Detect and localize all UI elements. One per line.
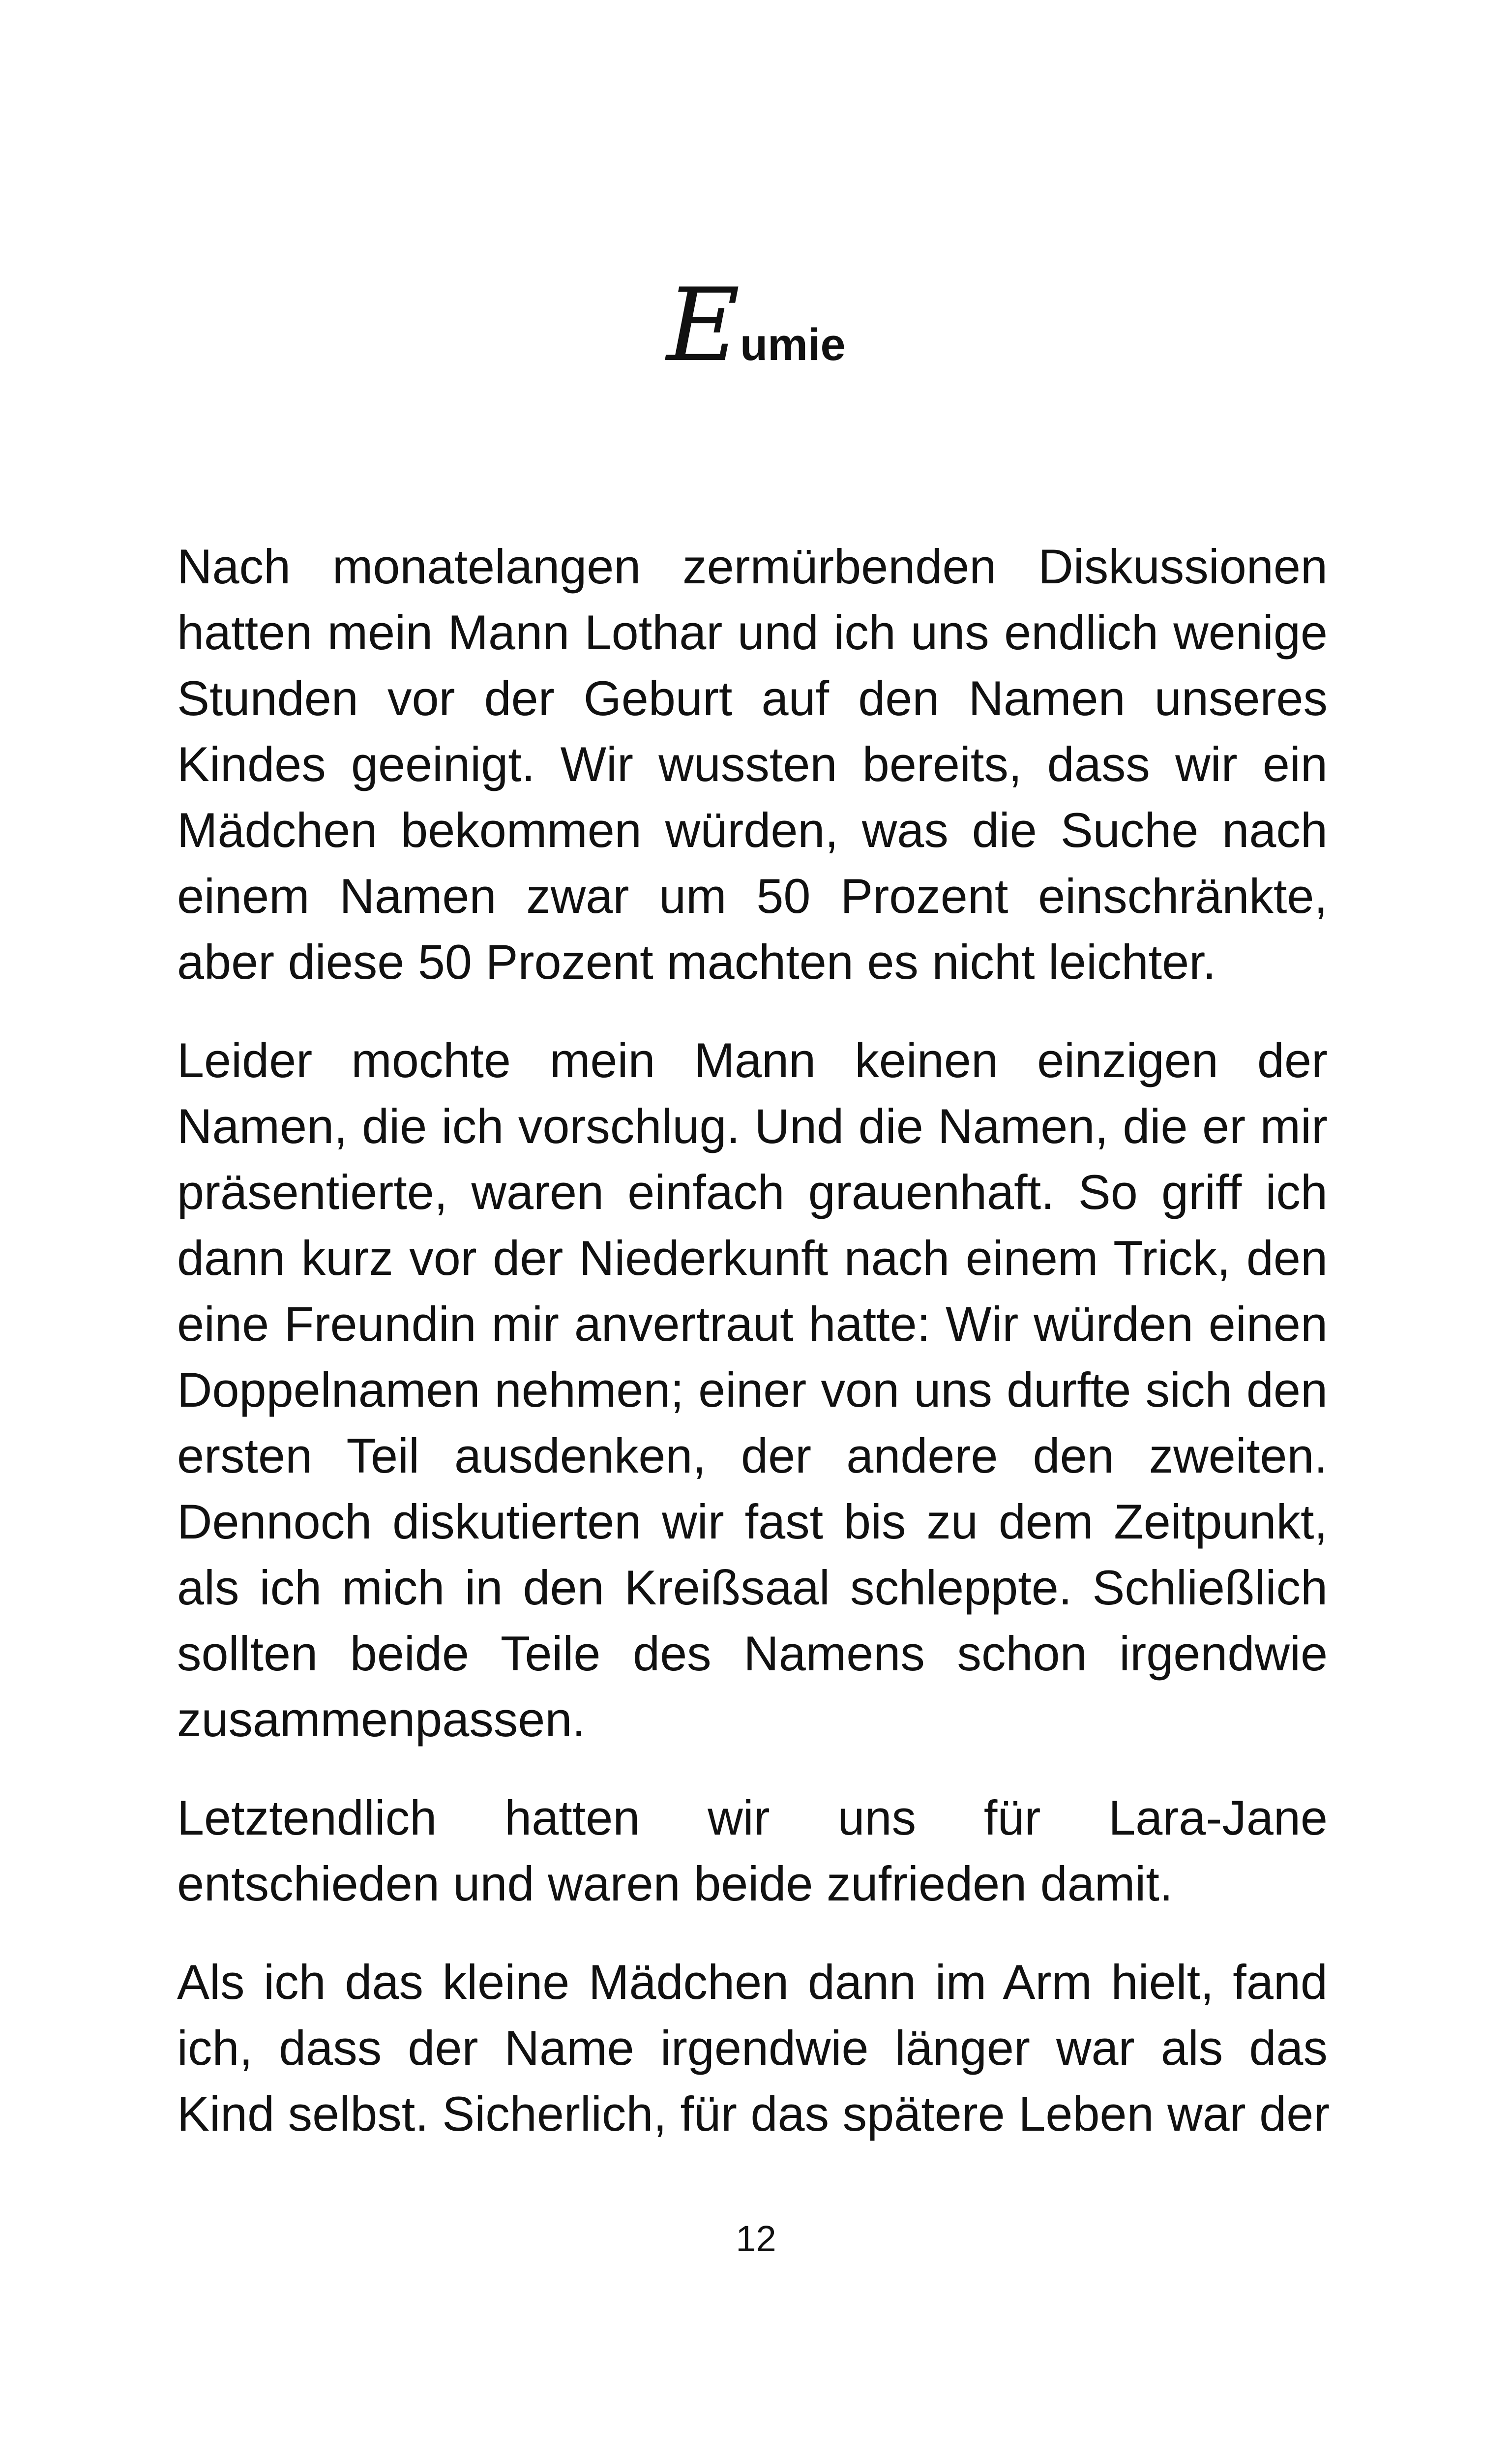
chapter-title (0, 267, 1512, 384)
body-text (177, 534, 1328, 2179)
text-line: ich, dass der Name irgendwie länger war als das (177, 2021, 1328, 2075)
paragraph-2 (177, 1027, 1328, 1752)
text-line: präsentierte, waren einfach grauenhaft. So griff ich (177, 1165, 1328, 1219)
text-line: einem Namen zwar um 50 Prozent einschränkte, (177, 869, 1328, 923)
text-line: hatten mein Mann Lothar und ich uns endlich wenige (177, 605, 1328, 660)
chapter-title-rest: umie (740, 320, 846, 370)
text-line: Als ich das kleine Mädchen dann im Arm hielt, fand (177, 1955, 1328, 2009)
text-line: eine Freundin mir anvertraut hatte: Wir würden einen (177, 1297, 1328, 1351)
text-line: Dennoch diskutierten wir fast bis zu dem Zeitpunkt, (177, 1494, 1328, 1549)
text-line: zusammenpassen. (177, 1692, 586, 1747)
paragraph-4 (177, 1949, 1328, 2147)
text-line: Mädchen bekommen würden, was die Suche nach (177, 803, 1328, 857)
text-line: aber diese 50 Prozent machten es nicht leichter. (177, 935, 1216, 989)
text-line: sollten beide Teile des Namens schon irgendwie (177, 1626, 1328, 1681)
chapter-title-initial: E (666, 267, 740, 384)
text-line: Kind selbst. Sicherlich, für das spätere Leben war der (177, 2086, 1330, 2141)
paragraph-3 (177, 1785, 1328, 1917)
text-line: Nach monatelangen zermürbenden Diskussionen (177, 539, 1328, 594)
text-line: Doppelnamen nehmen; einer von uns durfte sich den (177, 1362, 1328, 1417)
text-line: Letztendlich hatten wir uns für Lara-Jane (177, 1790, 1328, 1845)
text-line: Kindes geeinigt. Wir wussten bereits, dass wir ein (177, 737, 1328, 791)
text-line: Stunden vor der Geburt auf den Namen unseres (177, 671, 1328, 725)
text-line: dann kurz vor der Niederkunft nach einem Trick, den (177, 1231, 1328, 1285)
paragraph-1 (177, 534, 1328, 995)
text-line: entschieden und waren beide zufrieden damit. (177, 1856, 1173, 1911)
text-line: ersten Teil ausdenken, der andere den zweiten. (177, 1428, 1328, 1483)
page-number: 12 (736, 2218, 776, 2259)
text-line: Namen, die ich vorschlug. Und die Namen, die er mir (177, 1099, 1328, 1153)
text-line: als ich mich in den Kreißsaal schleppte. Schließlich (177, 1560, 1328, 1615)
text-line: Leider mochte mein Mann keinen einzigen der (177, 1033, 1328, 1087)
